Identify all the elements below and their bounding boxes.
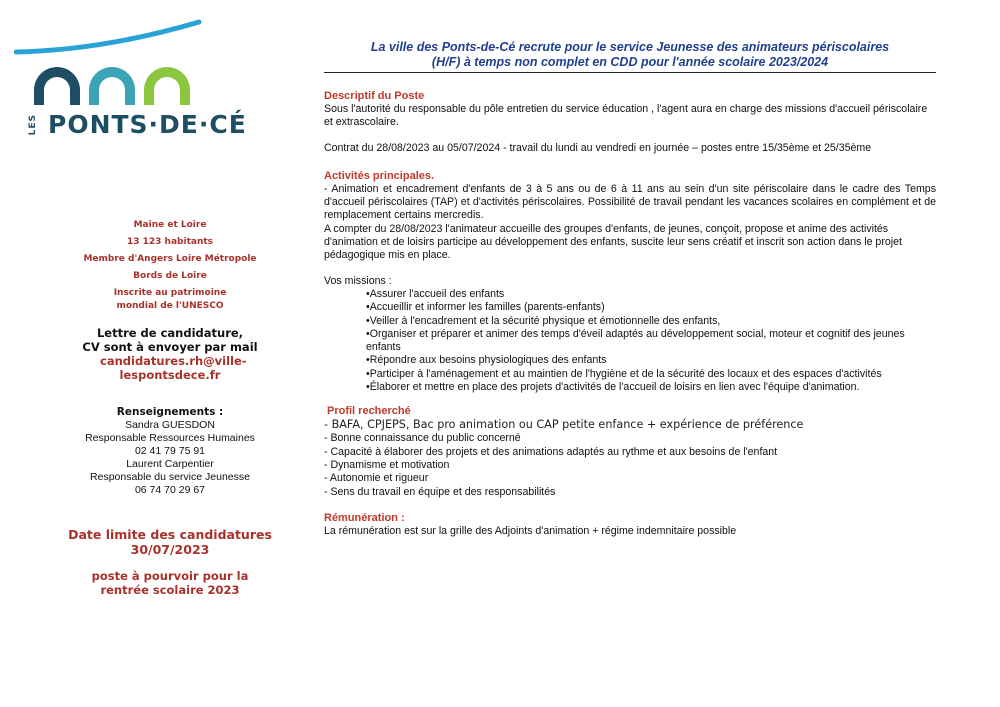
activites-title: Activités principales. [324, 169, 435, 182]
contact1-role: Responsable Ressources Humaines [85, 432, 255, 444]
list-item: •Répondre aux besoins physiologiques des enfants [366, 354, 607, 367]
candidature-line1: Lettre de candidature, [96, 326, 244, 340]
list-item: - Bonne connaissance du public concerné [324, 432, 521, 445]
contact2-role: Responsable du service Jeunesse [90, 471, 250, 483]
candidature-email-link[interactable]: candidatures.rh@ville-lespontsdece.fr [100, 354, 247, 382]
contrat-text: Contrat du 28/08/2023 au 05/07/2024 - travail du lundi au vendredi en journée – postes entre 15/35ème et 25/35ème [324, 141, 872, 154]
missions-title: Vos missions : [324, 274, 392, 287]
list-item: - Capacité à élaborer des projets et des animations adaptés au rythme et aux besoins de l'enfant [324, 445, 778, 458]
descriptif-title: Descriptif du Poste [324, 90, 425, 102]
contact1-phone: 02 41 79 75 91 [134, 445, 206, 457]
info-line: Inscrite au patrimoine mondial de l'UNESCO [113, 288, 227, 311]
contact1-name: Sandra GUESDON [125, 419, 215, 431]
renseignements-block [40, 406, 300, 497]
header-line1: La ville des Ponts-de-Cé recrute pour le service Jeunesse des animateurs périscolaires [370, 40, 890, 54]
missions-list [324, 288, 936, 394]
date-limite-value: 30/07/2023 [130, 542, 210, 557]
logo-graphic-icon [14, 10, 214, 110]
list-item: - Sens du travail en équipe et des responsabilités [324, 485, 556, 498]
city-logo [14, 10, 247, 150]
poste-line2: rentrée scolaire 2023 [100, 583, 240, 597]
list-item: •Assurer l'accueil des enfants [366, 287, 505, 300]
profil-first: - BAFA, CPJEPS, Bac pro animation ou CAP petite enfance + expérience de préférence [324, 418, 804, 432]
activites-text1: - Animation et encadrement d'enfants de 3 à 5 ans ou de 6 à 11 ans au sein d'un site périscolaire dans le cadre des Temps d'accueil périscolaires (TAP) et d'activités périscolaires. Possibilité de travail pendant les vacances scolaires en complément et de remplacement certains mercredis. [324, 182, 936, 222]
logo-text: PONTS·DE·CÉ [48, 110, 247, 139]
remuneration-text: La rémunération est sur la grille des Adjoints d'animation + régime indemnitaire possible [324, 524, 737, 537]
candidature-line2: CV sont à envoyer par mail [82, 340, 258, 354]
list-item: - Dynamisme et motivation [324, 458, 450, 471]
logo-les-text: LES [28, 114, 38, 136]
list-item: - Autonomie et rigueur [324, 472, 429, 485]
profil-title: Profil recherché [327, 405, 411, 418]
main-content [324, 40, 936, 538]
list-item: •Organiser et préparer et animer des temps d'éveil adaptés au développement social, moteur et cognitif des jeunes enfants [366, 327, 905, 354]
date-limite-block [40, 527, 300, 557]
contact2-phone: 06 74 70 29 67 [134, 484, 206, 496]
date-limite-label: Date limite des candidatures [68, 527, 272, 542]
descriptif-text: Sous l'autorité du responsable du pôle entretien du service éducation , l'agent aura en charge des missions d'accueil périscolaire et extrascolaire. [324, 103, 928, 129]
poste-line1: poste à pourvoir pour la [91, 569, 249, 583]
candidature-block [40, 326, 300, 382]
page-title [324, 40, 936, 73]
list-item: •Élaborer et mettre en place des projets d'activités de l'accueil de loisirs en lien avec l'équipe d'animation. [366, 381, 860, 394]
list-item: •Accueillir et informer les familles (parents-enfants) [366, 301, 605, 314]
activites-text2: A compter du 28/08/2023 l'animateur accueille des groupes d'enfants, de jeunes, conçoit, propose et anime des activités d'animation et de loisirs participe au développement des enfants, suscite leur sens créatif et inscrit son action dans le projet pédagogique mis en place. [324, 222, 902, 262]
poste-pourvoir-block [40, 569, 300, 597]
contact2-name: Laurent Carpentier [126, 458, 214, 470]
header-line2: (H/F) à temps non complet en CDD pour l'année scolaire 2023/2024 [431, 55, 829, 69]
info-line: 13 123 habitants [126, 237, 214, 247]
info-line: Bords de Loire [133, 271, 207, 281]
list-item: •Participer à l'aménagement et au maintien de l'hygiène et de la sécurité des locaux et des espaces d'activités [366, 367, 882, 380]
city-info [40, 219, 300, 317]
remuneration-title: Rémunération : [324, 511, 405, 524]
info-line: Maine et Loire [133, 220, 207, 230]
info-line: Membre d'Angers Loire Métropole [83, 254, 257, 264]
renseignements-title: Renseignements : [116, 406, 224, 418]
list-item: •Veiller à l'encadrement et la sécurité physique et émotionnelle des enfants, [366, 314, 721, 327]
